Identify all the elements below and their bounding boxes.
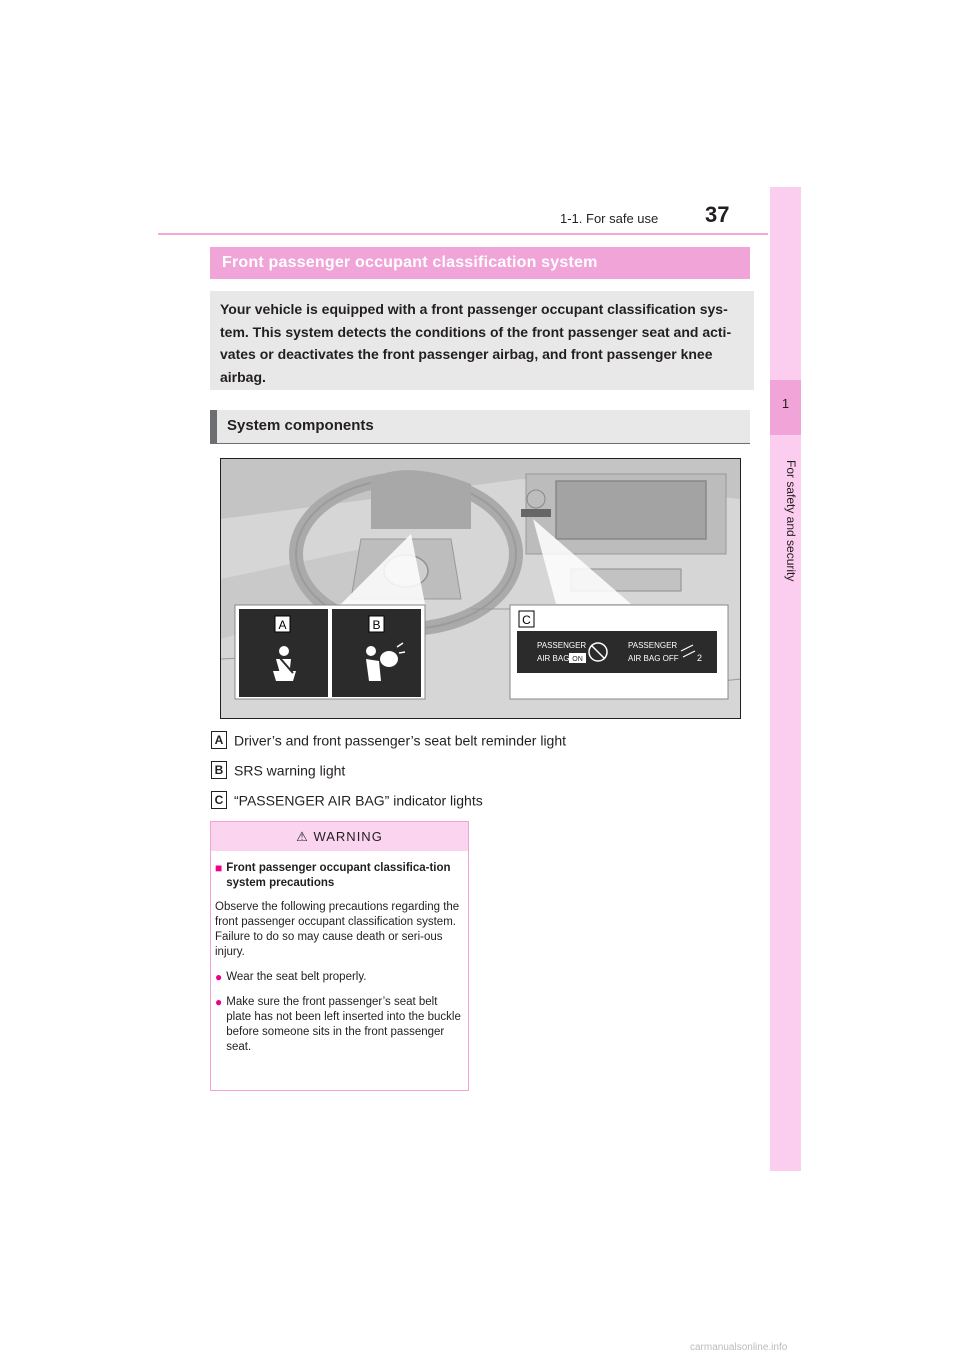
list-item [211,791,483,809]
warning-box [210,821,469,1091]
warning-icon: ⚠ [296,829,309,844]
page-title: Front passenger occupant classification system [210,247,750,279]
indicator-on-tag: ON [572,656,583,663]
side-tab-label: For safety and security [784,460,798,582]
square-bullet-icon: ■ [215,861,223,875]
indicator-on-line2: AIR BAG [537,654,570,663]
dashboard-drawing [221,459,741,719]
callout-a: A [278,618,287,632]
warning-bullet-text: Wear the seat belt properly. [226,971,367,983]
warning-heading-row [215,861,463,891]
item-text: “PASSENGER AIR BAG” indicator lights [234,792,483,809]
subheading: System components [210,410,750,444]
section-header: 1-1. For safe use [560,211,659,226]
page-number: 37 [705,202,730,227]
callout-c: C [522,613,531,627]
warning-header [211,822,468,851]
dashboard-illustration [220,458,741,719]
dot-bullet-icon: ● [215,970,223,984]
list-item [211,761,345,779]
warning-paragraph-2: Failure to do so may cause death or seri-ous injury. [215,931,443,958]
intro-text: Your vehicle is equipped with a front passenger occupant classification sys-tem. This system detects the conditions of the front passenger seat and acti-vates or deactivates the front passenger airbag, and front passenger knee airbag. [210,291,754,390]
item-letter-badge: B [211,761,227,779]
side-tab-number: 1 [781,396,790,411]
indicator-off-line2: AIR BAG OFF [628,654,679,663]
warning-paragraph: Observe the following precautions regarding the front passenger occupant classification system. [215,901,460,928]
indicator-off-sub: 2 [697,653,703,663]
watermark: carmanualsonline.info [690,1342,788,1353]
list-item [211,731,566,749]
warning-title: WARNING [313,829,383,844]
warning-bullet [215,970,463,985]
warning-heading: Front passenger occupant classifica-tion system precautions [226,862,451,889]
header-rule [158,233,768,235]
item-letter-badge: A [211,731,227,749]
item-text: Driver’s and front passenger’s seat belt reminder light [234,732,567,749]
callout-b: B [372,618,381,632]
subheading-rule [210,443,750,444]
indicator-on-line1: PASSENGER [537,641,587,650]
side-tab [770,187,801,1171]
indicator-off-line1: PASSENGER [628,641,678,650]
warning-bullet [215,995,463,1055]
item-text: SRS warning light [234,762,346,779]
warning-bullet-text: Make sure the front passenger’s seat belt plate has not been left inserted into the buckle before someone sits in the front passenger seat. [226,996,461,1053]
dot-bullet-icon: ● [215,995,223,1009]
item-letter-badge: C [211,791,227,809]
